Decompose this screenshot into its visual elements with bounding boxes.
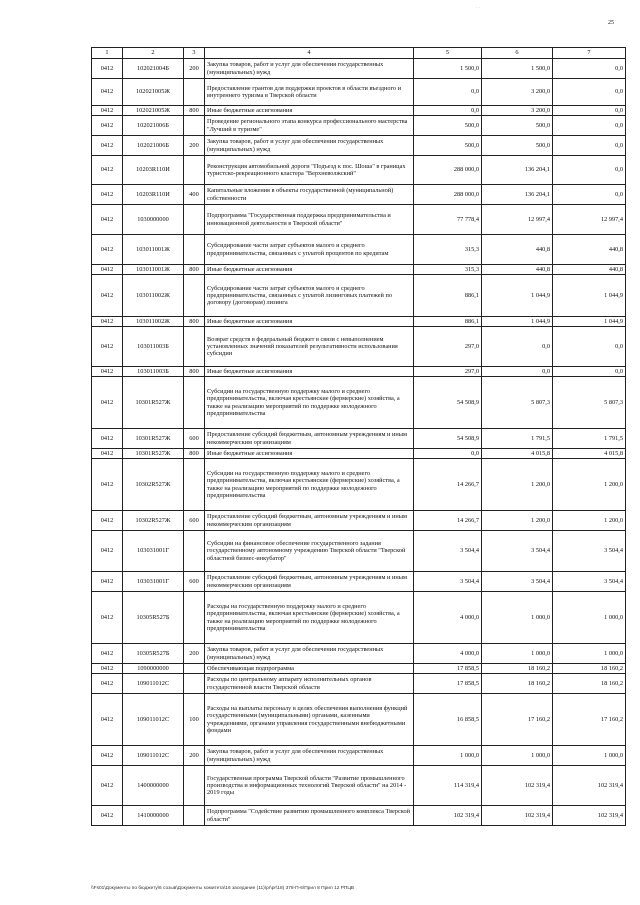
amount-year-3-cell: 18 160,2 [553,674,626,694]
amount-year-1-cell: 17 858,5 [414,674,482,694]
target-code-cell: 102021005Ж [123,106,184,116]
amount-year-1-cell: 315,3 [414,235,482,265]
description-cell: Иные бюджетные ассигнования [205,106,414,116]
expense-type-cell: 400 [184,185,205,205]
amount-year-2-cell: 102 319,4 [482,806,553,826]
description-cell: Капитальные вложения в объекты государственной (муниципальной) собственности [205,185,414,205]
expense-type-cell [184,205,205,235]
description-cell: Иные бюджетные ассигнования [205,265,414,275]
expense-type-cell [184,766,205,806]
expense-type-cell: 200 [184,644,205,664]
amount-year-3-cell: 4 015,8 [553,449,626,459]
table-header [92,48,626,59]
amount-year-2-cell: 440,8 [482,235,553,265]
description-cell: Подпрограмма "Содействие развитию промышленного комплекса Тверской области" [205,806,414,826]
table-row [92,136,626,156]
header-col-3: 3 [184,48,205,59]
section-code-cell: 0412 [92,592,123,644]
table-row [92,265,626,275]
table-row [92,429,626,449]
expense-type-cell [184,664,205,674]
amount-year-1-cell: 315,3 [414,265,482,275]
section-code-cell: 0412 [92,156,123,185]
target-code-cell: 10305R527Б [123,592,184,644]
section-code-cell: 0412 [92,235,123,265]
section-code-cell: 0412 [92,79,123,106]
amount-year-2-cell: 500,0 [482,136,553,156]
table-row [92,511,626,531]
section-code-cell: 0412 [92,531,123,572]
expense-type-cell [184,235,205,265]
amount-year-3-cell: 0,0 [553,116,626,136]
table-row [92,327,626,367]
table-row [92,674,626,694]
table-row [92,377,626,429]
amount-year-2-cell: 440,8 [482,265,553,275]
expense-type-cell [184,79,205,106]
expense-type-cell: 200 [184,59,205,79]
header-col-7: 7 [553,48,626,59]
amount-year-1-cell: 16 858,5 [414,694,482,746]
amount-year-1-cell: 1 000,0 [414,746,482,766]
section-code-cell: 0412 [92,205,123,235]
expense-type-cell: 100 [184,694,205,746]
section-code-cell: 0412 [92,116,123,136]
amount-year-3-cell: 0,0 [553,59,626,79]
amount-year-3-cell: 1 200,0 [553,459,626,511]
table-row [92,766,626,806]
amount-year-2-cell: 5 807,3 [482,377,553,429]
description-cell: Субсидирование части затрат субъектов малого и среднего предпринимательства, связанных с уплатой процентов по кредитам [205,235,414,265]
section-code-cell: 0412 [92,265,123,275]
amount-year-2-cell: 17 160,2 [482,694,553,746]
target-code-cell: 103031001Г [123,572,184,592]
description-cell: Субсидии на государственную поддержку малого и среднего предпринимательства, включая крестьянские (фермерские) хозяйства, а также на реализацию мероприятий по поддержке молодежного предпринимательства [205,459,414,511]
expense-type-cell [184,592,205,644]
description-cell: Закупка товаров, работ и услуг для обеспечения государственных (муниципальных) нужд [205,644,414,664]
amount-year-2-cell: 1 000,0 [482,644,553,664]
description-cell: Государственная программа Тверской области "Развитие промышленного производства и информационных технологий Тверской области" на 2014 - 2019 годы [205,766,414,806]
description-cell: Предоставление субсидий бюджетным, автономным учреждениям и иным некоммерческим организациям [205,511,414,531]
description-cell: Иные бюджетные ассигнования [205,367,414,377]
target-code-cell: 103011001Ж [123,235,184,265]
table-row [92,664,626,674]
target-code-cell: 103011003Б [123,367,184,377]
description-cell: Предоставление субсидий бюджетным, автономным учреждениям и иным некоммерческим организациям [205,429,414,449]
target-code-cell: 10301R527Ж [123,429,184,449]
expense-type-cell [184,327,205,367]
amount-year-1-cell: 14 266,7 [414,459,482,511]
description-cell: Подпрограмма "Государственная поддержка предпринимательства и инновационной деятельности в Тверской области" [205,205,414,235]
amount-year-3-cell: 0,0 [553,79,626,106]
amount-year-1-cell: 500,0 [414,136,482,156]
expense-type-cell: 800 [184,106,205,116]
amount-year-2-cell: 136 204,1 [482,185,553,205]
amount-year-3-cell: 0,0 [553,136,626,156]
amount-year-3-cell: 0,0 [553,185,626,205]
amount-year-3-cell: 0,0 [553,156,626,185]
amount-year-3-cell: 17 160,2 [553,694,626,746]
table-row [92,459,626,511]
section-code-cell: 0412 [92,429,123,449]
amount-year-1-cell: 102 319,4 [414,806,482,826]
table-row [92,746,626,766]
expense-type-cell: 600 [184,511,205,531]
expense-type-cell: 800 [184,449,205,459]
target-code-cell: 103011001Ж [123,265,184,275]
amount-year-3-cell: 0,0 [553,106,626,116]
target-code-cell: 103031001Г [123,531,184,572]
target-code-cell: 102021006Б [123,116,184,136]
target-code-cell: 109011012С [123,674,184,694]
description-cell: Закупка товаров, работ и услуг для обеспечения государственных (муниципальных) нужд [205,746,414,766]
description-cell: Иные бюджетные ассигнования [205,317,414,327]
section-code-cell: 0412 [92,694,123,746]
expense-type-cell: 800 [184,317,205,327]
section-code-cell: 0412 [92,459,123,511]
table-row [92,592,626,644]
table-header-row [92,48,626,59]
amount-year-2-cell: 18 160,2 [482,664,553,674]
section-code-cell: 0412 [92,136,123,156]
expense-type-cell: 600 [184,429,205,449]
expense-type-cell [184,156,205,185]
amount-year-2-cell: 1 500,0 [482,59,553,79]
amount-year-1-cell: 297,0 [414,327,482,367]
amount-year-3-cell: 5 807,3 [553,377,626,429]
description-cell: Расходы на выплаты персоналу в целях обеспечения выполнения функций государственными (муниципальными) органами, казенными учреждениями, органами управления государственными внебюджетными фондами [205,694,414,746]
section-code-cell: 0412 [92,766,123,806]
amount-year-1-cell: 886,1 [414,275,482,317]
amount-year-2-cell: 0,0 [482,367,553,377]
amount-year-1-cell: 1 500,0 [414,59,482,79]
target-code-cell: 1030000000 [123,205,184,235]
amount-year-1-cell: 0,0 [414,449,482,459]
amount-year-2-cell: 102 319,4 [482,766,553,806]
description-cell: Расходы на государственную поддержку малого и среднего предпринимательства, включая крестьянские (фермерские) хозяйства, а также на реализацию мероприятий по поддержке молодежного предпринимательства [205,592,414,644]
amount-year-2-cell: 1 200,0 [482,511,553,531]
amount-year-2-cell: 3 504,4 [482,572,553,592]
description-cell: Закупка товаров, работ и услуг для обеспечения государственных (муниципальных) нужд [205,59,414,79]
section-code-cell: 0412 [92,746,123,766]
table-row [92,106,626,116]
section-code-cell: 0412 [92,106,123,116]
table-row [92,449,626,459]
target-code-cell: 102021004Б [123,59,184,79]
description-cell: Субсидии на государственную поддержку малого и среднего предпринимательства, включая крестьянские (фермерские) хозяйства, а также на реализацию мероприятий по поддержке молодежного предпринимательства [205,377,414,429]
section-code-cell: 0412 [92,275,123,317]
description-cell: Обеспечивающая подпрограмма [205,664,414,674]
section-code-cell: 0412 [92,664,123,674]
header-col-5: 5 [414,48,482,59]
target-code-cell: 109011012С [123,694,184,746]
header-col-2: 2 [123,48,184,59]
table-row [92,531,626,572]
expense-type-cell: 600 [184,572,205,592]
target-code-cell: 1410000000 [123,806,184,826]
amount-year-2-cell: 12 997,4 [482,205,553,235]
section-code-cell: 0412 [92,572,123,592]
expense-type-cell [184,116,205,136]
target-code-cell: 10203R110И [123,185,184,205]
section-code-cell: 0412 [92,449,123,459]
budget-table [91,47,626,826]
amount-year-3-cell: 102 319,4 [553,766,626,806]
expense-type-cell [184,674,205,694]
amount-year-1-cell: 54 508,9 [414,377,482,429]
table-row [92,275,626,317]
table-row [92,644,626,664]
table-row [92,806,626,826]
expense-type-cell [184,531,205,572]
amount-year-1-cell: 114 319,4 [414,766,482,806]
target-code-cell: 10302R527Ж [123,459,184,511]
expense-type-cell: 200 [184,746,205,766]
amount-year-3-cell: 0,0 [553,327,626,367]
amount-year-1-cell: 886,1 [414,317,482,327]
description-cell: Предоставление субсидий бюджетным, автономным учреждениям и иным некоммерческим организациям [205,572,414,592]
amount-year-3-cell: 440,8 [553,265,626,275]
target-code-cell: 103011002Ж [123,317,184,327]
table-row [92,205,626,235]
amount-year-3-cell: 1 000,0 [553,644,626,664]
amount-year-1-cell: 4 000,0 [414,592,482,644]
target-code-cell: 102021006Б [123,136,184,156]
amount-year-3-cell: 12 997,4 [553,205,626,235]
table-row [92,367,626,377]
description-cell: Возврат средств в федеральный бюджет в связи с невыполнением установленных значений показателей результативности использования субсидии [205,327,414,367]
file-path-footer: \\Fs01\Документы по бюджету\6 созыв\Документы комитета\16 заседание (11)\pr\pr\18) 378-П-6\Прил 8 Прил 12 РПЦВ [91,886,355,891]
section-code-cell: 0412 [92,185,123,205]
target-code-cell: 103011003Б [123,327,184,367]
table-row [92,59,626,79]
amount-year-2-cell: 1 000,0 [482,746,553,766]
target-code-cell: 10302R527Ж [123,511,184,531]
table-row [92,116,626,136]
amount-year-2-cell: 4 015,8 [482,449,553,459]
table-row [92,79,626,106]
amount-year-3-cell: 1 044,9 [553,275,626,317]
amount-year-2-cell: 3 504,4 [482,531,553,572]
description-cell: Закупка товаров, работ и услуг для обеспечения государственных (муниципальных) нужд [205,136,414,156]
header-col-4: 4 [205,48,414,59]
amount-year-2-cell: 136 204,1 [482,156,553,185]
amount-year-1-cell: 3 504,4 [414,531,482,572]
table-row [92,156,626,185]
amount-year-1-cell: 297,0 [414,367,482,377]
amount-year-3-cell: 1 000,0 [553,592,626,644]
amount-year-1-cell: 288 000,0 [414,156,482,185]
amount-year-2-cell: 3 200,0 [482,106,553,116]
expense-type-cell [184,377,205,429]
amount-year-1-cell: 3 504,4 [414,572,482,592]
description-cell: Иные бюджетные ассигнования [205,449,414,459]
target-code-cell: 1400000000 [123,766,184,806]
amount-year-1-cell: 14 266,7 [414,511,482,531]
expense-type-cell: 200 [184,136,205,156]
section-code-cell: 0412 [92,806,123,826]
amount-year-2-cell: 1 044,9 [482,317,553,327]
description-cell: Проведение регионального этапа конкурса профессионального мастерства "Лучший в туризме" [205,116,414,136]
description-cell: Субсидирование части затрат субъектов малого и среднего предпринимательства, связанных с уплатой лизинговых платежей по договору (договорам) лизинга [205,275,414,317]
table-row [92,235,626,265]
expense-type-cell: 800 [184,367,205,377]
section-code-cell: 0412 [92,674,123,694]
target-code-cell: 102021005Ж [123,79,184,106]
amount-year-2-cell: 18 160,2 [482,674,553,694]
target-code-cell: 1090000000 [123,664,184,674]
description-cell: Субсидии на финансовое обеспечение государственного задания государственному автономному учреждению Тверской области "Тверской областной бизнес-инкубатор" [205,531,414,572]
section-code-cell: 0412 [92,377,123,429]
amount-year-2-cell: 1 791,5 [482,429,553,449]
target-code-cell: 10301R527Ж [123,449,184,459]
description-cell: Реконструкция автомобильной дороги "Подъезд к пос. Шоша" в границах туристско-рекреационного кластера "Верхневолжский" [205,156,414,185]
section-code-cell: 0412 [92,59,123,79]
amount-year-1-cell: 4 000,0 [414,644,482,664]
amount-year-3-cell: 1 000,0 [553,746,626,766]
page-number: 25 [608,20,614,26]
amount-year-2-cell: 0,0 [482,327,553,367]
expense-type-cell [184,275,205,317]
amount-year-1-cell: 54 508,9 [414,429,482,449]
amount-year-1-cell: 77 778,4 [414,205,482,235]
amount-year-2-cell: 1 000,0 [482,592,553,644]
amount-year-1-cell: 288 000,0 [414,185,482,205]
amount-year-3-cell: 18 160,2 [553,664,626,674]
amount-year-2-cell: 1 200,0 [482,459,553,511]
target-code-cell: 10203R110И [123,156,184,185]
amount-year-3-cell: 3 504,4 [553,531,626,572]
table-row [92,694,626,746]
expense-type-cell [184,806,205,826]
amount-year-2-cell: 500,0 [482,116,553,136]
top-mark: · · [475,6,480,11]
target-code-cell: 10305R527Б [123,644,184,664]
section-code-cell: 0412 [92,511,123,531]
section-code-cell: 0412 [92,644,123,664]
header-col-6: 6 [482,48,553,59]
amount-year-3-cell: 102 319,4 [553,806,626,826]
header-col-1: 1 [92,48,123,59]
table-row [92,317,626,327]
amount-year-1-cell: 0,0 [414,79,482,106]
amount-year-3-cell: 1 791,5 [553,429,626,449]
amount-year-3-cell: 0,0 [553,367,626,377]
section-code-cell: 0412 [92,317,123,327]
section-code-cell: 0412 [92,327,123,367]
table-body [92,59,626,826]
amount-year-2-cell: 1 044,9 [482,275,553,317]
amount-year-3-cell: 1 044,9 [553,317,626,327]
target-code-cell: 10301R527Ж [123,377,184,429]
amount-year-3-cell: 1 200,0 [553,511,626,531]
table-row [92,572,626,592]
table-row [92,185,626,205]
section-code-cell: 0412 [92,367,123,377]
target-code-cell: 109011012С [123,746,184,766]
amount-year-1-cell: 0,0 [414,106,482,116]
expense-type-cell [184,459,205,511]
amount-year-2-cell: 3 200,0 [482,79,553,106]
description-cell: Расходы по центральному аппарату исполнительных органов государственной власти Тверской области [205,674,414,694]
amount-year-3-cell: 3 504,4 [553,572,626,592]
expense-type-cell: 800 [184,265,205,275]
amount-year-3-cell: 440,8 [553,235,626,265]
amount-year-1-cell: 500,0 [414,116,482,136]
description-cell: Предоставление грантов для поддержки проектов в области въездного и внутреннего туризма в Тверской области [205,79,414,106]
target-code-cell: 103011002Ж [123,275,184,317]
amount-year-1-cell: 17 858,5 [414,664,482,674]
